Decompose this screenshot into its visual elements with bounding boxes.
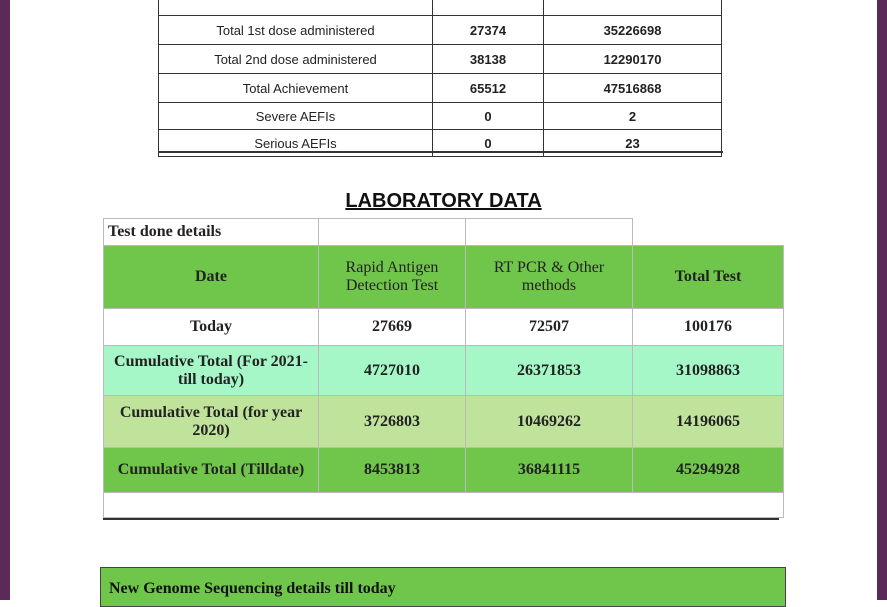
vax-cumulative-cell: 2 <box>544 103 722 130</box>
vax-label-cell <box>159 0 433 16</box>
vax-today-cell: 0 <box>433 130 544 157</box>
vax-cumulative-cell <box>544 0 722 16</box>
table-row <box>104 346 784 396</box>
row-rtpcr: 72507 <box>466 309 633 346</box>
vaccination-table <box>158 0 722 157</box>
vax-cumulative-cell: 23 <box>544 130 722 157</box>
table-row <box>159 74 722 103</box>
row-total: 31098863 <box>633 346 784 396</box>
table-row <box>159 103 722 130</box>
vax-label-cell: Total 1st dose administered <box>159 16 433 45</box>
vax-cumulative-cell: 47516868 <box>544 74 722 103</box>
empty-cell <box>633 219 784 246</box>
table-bottom-rule <box>103 518 779 520</box>
header-rt-pcr: RT PCR & Other methods <box>466 246 633 309</box>
row-rapid: 3726803 <box>319 396 466 448</box>
table-bottom-rule <box>158 151 723 153</box>
vax-today-cell <box>433 0 544 16</box>
vax-today-cell: 0 <box>433 103 544 130</box>
vax-label-cell: Severe AEFIs <box>159 103 433 130</box>
table-row <box>104 219 784 246</box>
table-row <box>104 448 784 493</box>
row-rapid: 8453813 <box>319 448 466 493</box>
row-total: 100176 <box>633 309 784 346</box>
row-rtpcr: 26371853 <box>466 346 633 396</box>
row-rapid: 27669 <box>319 309 466 346</box>
vax-label-cell: Total 2nd dose administered <box>159 45 433 74</box>
row-total: 45294928 <box>633 448 784 493</box>
table-row <box>104 309 784 346</box>
page-border-left <box>0 0 10 600</box>
row-date: Cumulative Total (Tilldate) <box>104 448 319 493</box>
empty-cell <box>466 219 633 246</box>
header-total-test: Total Test <box>633 246 784 309</box>
table-header-row <box>104 246 784 309</box>
header-date: Date <box>104 246 319 309</box>
table-row <box>159 16 722 45</box>
test-done-label: Test done details <box>104 219 319 246</box>
vax-today-cell: 38138 <box>433 45 544 74</box>
section-title: LABORATORY DATA <box>345 190 542 212</box>
vax-label-cell: Serious AEFIs <box>159 130 433 157</box>
vax-cumulative-cell: 12290170 <box>544 45 722 74</box>
row-date: Cumulative Total (For 2021- till today) <box>104 346 319 396</box>
header-rapid-antigen: Rapid Antigen Detection Test <box>319 246 466 309</box>
table-row <box>159 0 722 16</box>
vax-cumulative-cell: 35226698 <box>544 16 722 45</box>
table-row <box>104 493 784 518</box>
row-date: Today <box>104 309 319 346</box>
laboratory-table <box>103 218 784 518</box>
row-rtpcr: 36841115 <box>466 448 633 493</box>
row-rtpcr: 10469262 <box>466 396 633 448</box>
vax-today-cell: 65512 <box>433 74 544 103</box>
row-rapid: 4727010 <box>319 346 466 396</box>
empty-cell <box>104 493 784 518</box>
genome-sequencing-header: New Genome Sequencing details till today <box>100 567 786 607</box>
page-border-right <box>877 0 887 600</box>
row-total: 14196065 <box>633 396 784 448</box>
table-row <box>159 45 722 74</box>
vax-today-cell: 27374 <box>433 16 544 45</box>
table-row <box>104 396 784 448</box>
vax-label-cell: Total Achievement <box>159 74 433 103</box>
row-date: Cumulative Total (for year 2020) <box>104 396 319 448</box>
empty-cell <box>319 219 466 246</box>
